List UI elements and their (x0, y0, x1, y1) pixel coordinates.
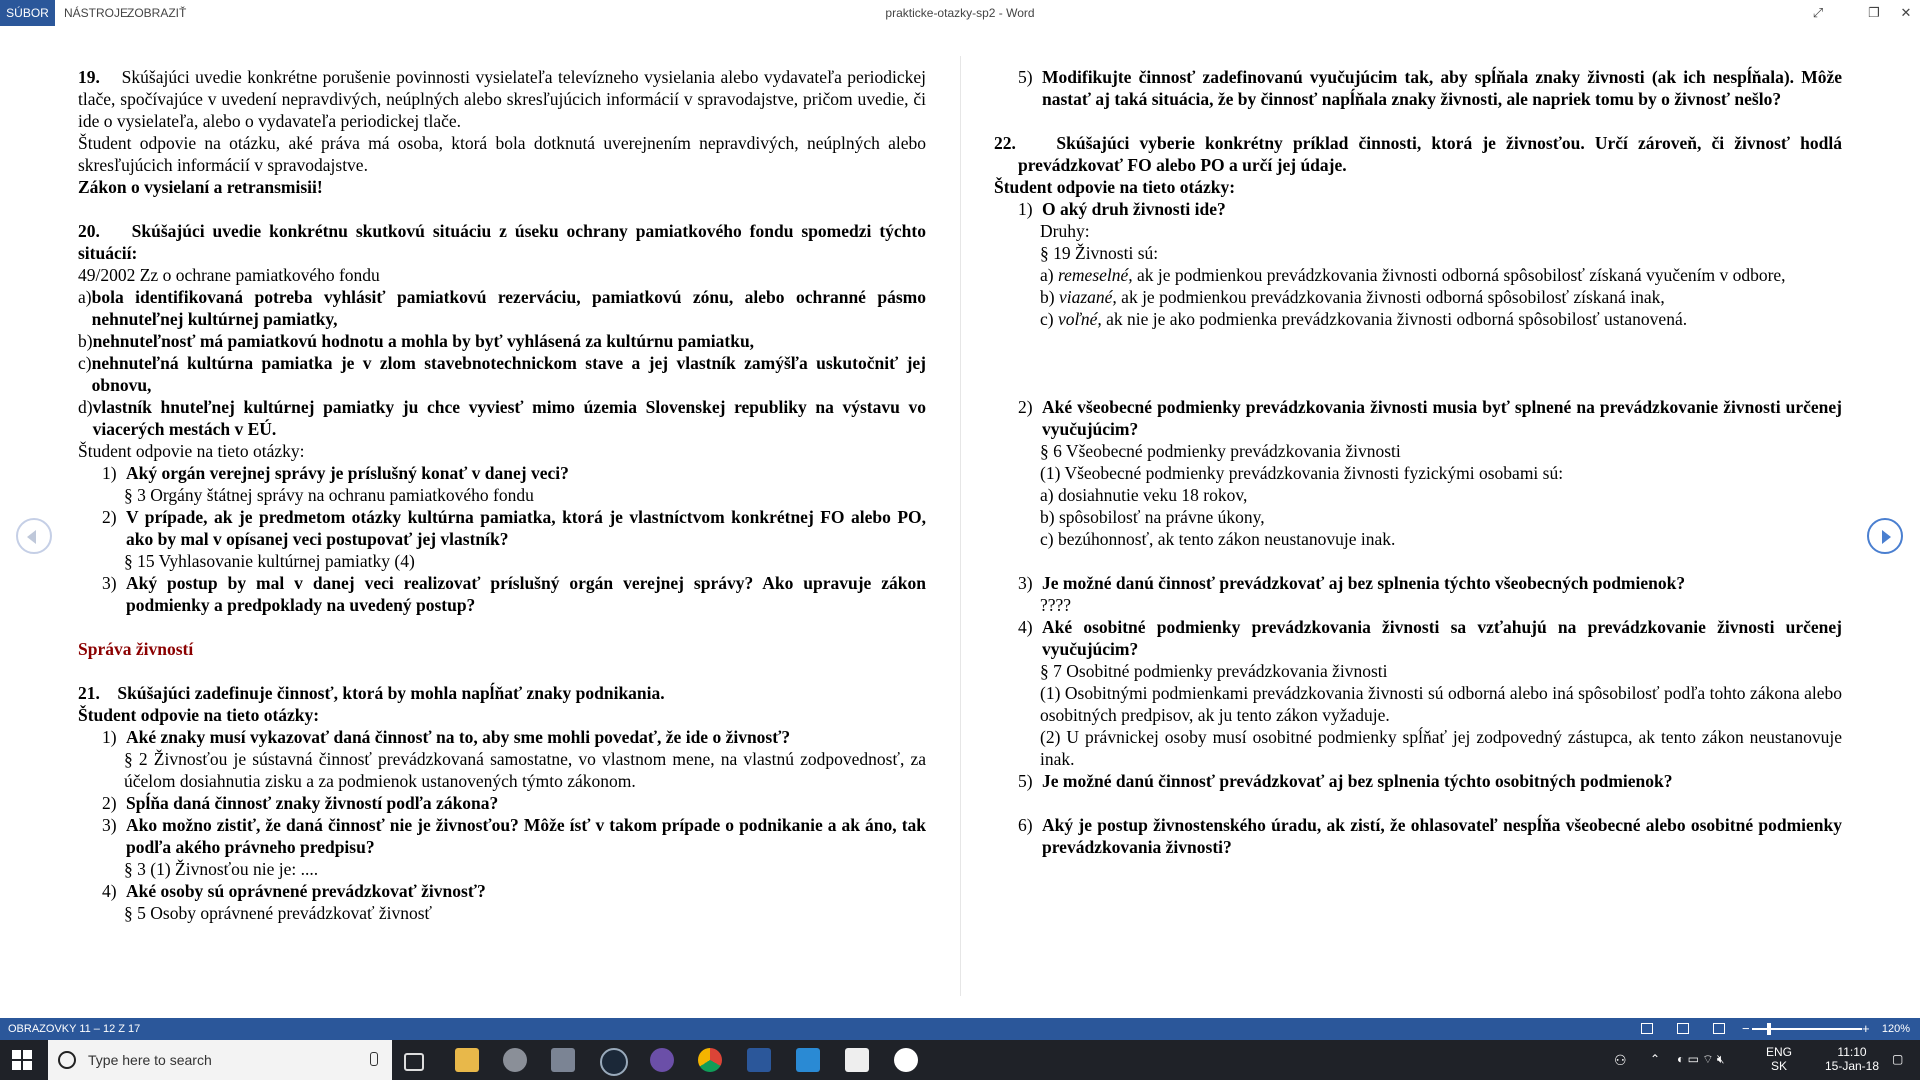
zoom-level[interactable]: 120% (1881, 1023, 1910, 1035)
close-icon[interactable]: ✕ (1900, 5, 1912, 20)
section-heading: Správa živností (78, 639, 194, 659)
mail-icon[interactable] (845, 1048, 869, 1072)
right-column (994, 66, 1842, 858)
next-page-arrow-icon[interactable] (1867, 518, 1903, 554)
q20-item-a: a) bola identifikovaná potreba vyhlásiť pamiatkovú rezerváciu, pamiatkovú zónu, alebo ochranné pásmo nehnuteľnej kultúrnej pamiatky, (78, 287, 926, 329)
q22-question-5: 5) Je možné danú činnosť prevádzkovať aj bez splnenia týchto osobitných podmienok? (1018, 771, 1673, 791)
notifications-icon[interactable]: ▢ (1892, 1052, 1904, 1066)
zoom-in-icon[interactable]: + (1862, 1021, 1870, 1036)
zoom-slider-thumb[interactable] (1767, 1023, 1771, 1035)
taskbar (0, 1040, 1920, 1080)
file-explorer-icon[interactable] (455, 1048, 479, 1072)
page-indicator[interactable]: OBRAZOVKY 11 – 12 Z 17 (8, 1023, 141, 1035)
app-icon[interactable] (503, 1048, 527, 1072)
q20-question-3: 3) Aký postup by mal v danej veci realizovať príslušný orgán verejnej správy? Ako upravuje zákon podmienky a predpoklady na uvedený postup? (102, 573, 926, 615)
q22-answer-3: ???? (1040, 595, 1072, 615)
menu-view[interactable]: ZOBRAZIŤ (127, 6, 187, 20)
menu-tools[interactable]: NÁSTROJE (64, 6, 129, 20)
q22-answer-4-line1: § 7 Osobitné podmienky prevádzkovania živnosti (1040, 661, 1388, 681)
zoom-out-icon[interactable]: − (1742, 1021, 1750, 1036)
q22-answer-4-line3: (2) U právnickej osoby musí osobitné podmienky spĺňať jej zodpovedný zástupca, ak tento zákon neustanovuje inak. (1040, 727, 1842, 769)
q22-question-4: 4) Aké osobitné podmienky prevádzkovania živnosti sa vzťahujú na prevádzkovanie živnosti určenej vyučujúcim? (1018, 617, 1842, 659)
q20-law: 49/2002 Zz o ochrane pamiatkového fondu (78, 265, 380, 285)
q21-student: Študent odpovie na tieto otázky: (78, 705, 320, 725)
tray-icons[interactable]: ◐ ▭ ⌔ 🔇︎ (1677, 1052, 1725, 1066)
question-20: 20. Skúšajúci uvedie konkrétnu skutkovú situáciu z úseku ochrany pamiatkového fondu spomedzi týchto situácií: (78, 221, 926, 263)
q22-question-3: 3) Je možné danú činnosť prevádzkovať aj bez splnenia týchto všeobecných podmienok? (1018, 573, 1686, 593)
q21-question-3: 3) Ako možno zistiť, že daná činnosť nie je živnosťou? Môže ísť v takom prípade o podnikanie a ak áno, tak podľa akého právneho predpisu? (102, 815, 926, 857)
q19-law: Zákon o vysielaní a retransmisii! (78, 177, 323, 197)
q22-answer-1-line1: Druhy: (1040, 221, 1090, 241)
q22-answer-4-line2: (1) Osobitnými podmienkami prevádzkovania živnosti sú odborná alebo iná spôsobilosť podľa tohto zákona alebo osobitných predpisov, ak ju tento zákon vyžaduje. (1040, 683, 1842, 725)
q21-question-4: 4) Aké osoby sú oprávnené prevádzkovať živnosť? (102, 881, 486, 901)
print-layout-icon[interactable] (1677, 1023, 1689, 1034)
language-indicator[interactable]: ENG SK (1766, 1045, 1793, 1073)
q22-answer-2-line5: c) bezúhonnosť, ak tento zákon neustanovuje inak. (1040, 529, 1396, 549)
q22-answer-2-line4: b) spôsobilosť na právne úkony, (1040, 507, 1265, 527)
q22-question-2: 2) Aké všeobecné podmienky prevádzkovania živnosti musia byť splnené na prevádzkovanie živnosti určenej vyučujúcim? (1018, 397, 1842, 439)
q20-answer-1: § 3 Orgány štátnej správy na ochranu pamiatkového fondu (124, 485, 534, 505)
q20-item-d: d) vlastník hnuteľnej kultúrnej pamiatky ju chce vyviesť mimo územia Slovenskej republiky na výstavu vo viacerých mestách v EÚ. (78, 397, 926, 439)
q22-answer-1-a: a) remeselné, ak je podmienkou prevádzkovania živnosti odborná spôsobilosť získaná vyučením v odbore, (1040, 265, 1786, 285)
previous-page-arrow-icon[interactable] (16, 518, 52, 554)
q22-answer-2-line1: § 6 Všeobecné podmienky prevádzkovania živnosti (1040, 441, 1401, 461)
q21-question-5: 5) Modifikujte činnosť zadefinovanú vyučujúcim tak, aby spĺňala znaky živnosti (ak ich nespĺňala). Môže nastať aj taká situácia, že by činnosť napĺňala znaky živnosti, ale napriek tomu by o živnosť nešlo? (1018, 67, 1842, 109)
question-19: 19. Skúšajúci uvedie konkrétne porušenie povinnosti vysielateľa televízneho vysielania alebo vydavateľa periodickej tlače, spočívajúce v uvedení nepravdivých, neúplných alebo skresľujúcich informácií v spravodajstve, pričom uvedie, či ide o vysielateľa, alebo o vydavateľa periodickej tlače. (78, 67, 927, 131)
question-21: 21. Skúšajúci zadefinuje činnosť, ktorá by mohla napĺňať znaky podnikania. (78, 683, 665, 703)
q21-answer-4: § 5 Osoby oprávnené prevádzkovať živnosť (124, 903, 432, 923)
status-bar (0, 1018, 1920, 1040)
q22-answer-1-line2: § 19 Živnosti sú: (1040, 243, 1159, 263)
q20-item-b: b) nehnuteľnosť má pamiatkovú hodnotu a mohla by byť vyhlásená za kultúrnu pamiatku, (78, 331, 755, 351)
microphone-icon[interactable] (370, 1052, 378, 1066)
app-icon-3[interactable] (650, 1048, 674, 1072)
task-view-icon[interactable] (404, 1053, 424, 1071)
column-divider (960, 56, 961, 996)
title-bar (0, 0, 1920, 26)
document-page (0, 26, 1920, 1018)
taskbar-search[interactable] (48, 1040, 392, 1080)
file-tab[interactable]: SÚBOR (0, 0, 55, 26)
document-title: prakticke-otazky-sp2 - Word (885, 6, 1035, 20)
q20-item-c: c) nehnuteľná kultúrna pamiatka je v zlom stavebnotechnickom stave a jej vlastník zamýšľa uskutočniť jej obnovu, (78, 353, 926, 395)
restore-icon[interactable]: ❐ (1868, 5, 1880, 20)
q21-question-1: 1) Aké znaky musí vykazovať daná činnosť na to, aby sme mohli povedať, že ide o živnosť? (102, 727, 791, 747)
q20-student: Študent odpovie na tieto otázky: (78, 441, 305, 461)
q22-answer-1-b: b) viazané, ak je podmienkou prevádzkovania živnosti odborná spôsobilosť získaná inak, (1040, 287, 1665, 307)
app-icon-2[interactable] (551, 1048, 575, 1072)
q21-answer-3: § 3 (1) Živnosťou nie je: .... (124, 859, 319, 879)
chrome-icon[interactable] (698, 1048, 722, 1072)
app-icon-4[interactable] (796, 1048, 820, 1072)
search-placeholder: Type here to search (88, 1052, 212, 1068)
q22-answer-2-line3: a) dosiahnutie veku 18 rokov, (1040, 485, 1248, 505)
windows-start-icon[interactable] (12, 1050, 32, 1070)
question-22: 22. Skúšajúci vyberie konkrétny príklad činnosti, ktorá je živnosťou. Určí zároveň, či živnosť hodlá prevádzkovať FO alebo PO a určí jej údaje. (994, 133, 1842, 175)
q22-question-1: 1) O aký druh živnosti ide? (1018, 199, 1226, 219)
steam-icon[interactable] (600, 1048, 628, 1076)
fullscreen-icon[interactable]: ⤢ (1812, 5, 1824, 20)
word-icon[interactable] (747, 1048, 771, 1072)
itunes-icon[interactable] (894, 1048, 918, 1072)
web-layout-icon[interactable] (1713, 1023, 1725, 1034)
clock[interactable]: 11:10 15-Jan-18 (1824, 1045, 1880, 1073)
people-icon[interactable]: ⚇ (1614, 1052, 1627, 1068)
q19-student: Študent odpovie na otázku, aké práva má osoba, ktorá bola dotknutá uverejnením nepravdivých, neúplných alebo skresľujúcich informácií v spravodajstve. (78, 133, 926, 175)
q22-student: Študent odpovie na tieto otázky: (994, 177, 1236, 197)
q21-answer-1: § 2 Živnosťou je sústavná činnosť prevádzkovaná samostatne, vo vlastnom mene, na vlastnú zodpovednosť, za účelom dosiahnutia zisku a za podmienok ustanovených týmto zákonom. (124, 749, 926, 791)
q20-question-2: 2) V prípade, ak je predmetom otázky kultúrna pamiatka, ktorá je vlastníctvom konkrétnej FO alebo PO, ako by mal v opísanej veci postupovať jej vlastník? (102, 507, 926, 549)
q22-question-6: 6) Aký je postup živnostenského úradu, ak zistí, že ohlasovateľ nespĺňa všeobecné alebo osobitné podmienky prevádzkovania živnosti? (1018, 815, 1842, 857)
q22-answer-2-line2: (1) Všeobecné podmienky prevádzkovania živnosti fyzickými osobami sú: (1040, 463, 1564, 483)
cortana-icon (58, 1051, 76, 1069)
q20-answer-2: § 15 Vyhlasovanie kultúrnej pamiatky (4) (124, 551, 415, 571)
read-mode-icon[interactable] (1641, 1023, 1653, 1034)
left-column (78, 66, 926, 924)
q21-question-2: 2) Spĺňa daná činnosť znaky živností podľa zákona? (102, 793, 499, 813)
q22-answer-1-c: c) voľné, ak nie je ako podmienka prevádzkovania živnosti odborná spôsobilosť ustanovená. (1040, 309, 1688, 329)
chevron-up-icon[interactable]: ⌃ (1650, 1052, 1661, 1066)
q20-question-1: 1) Aký orgán verejnej správy je príslušný konať v danej veci? (102, 463, 569, 483)
